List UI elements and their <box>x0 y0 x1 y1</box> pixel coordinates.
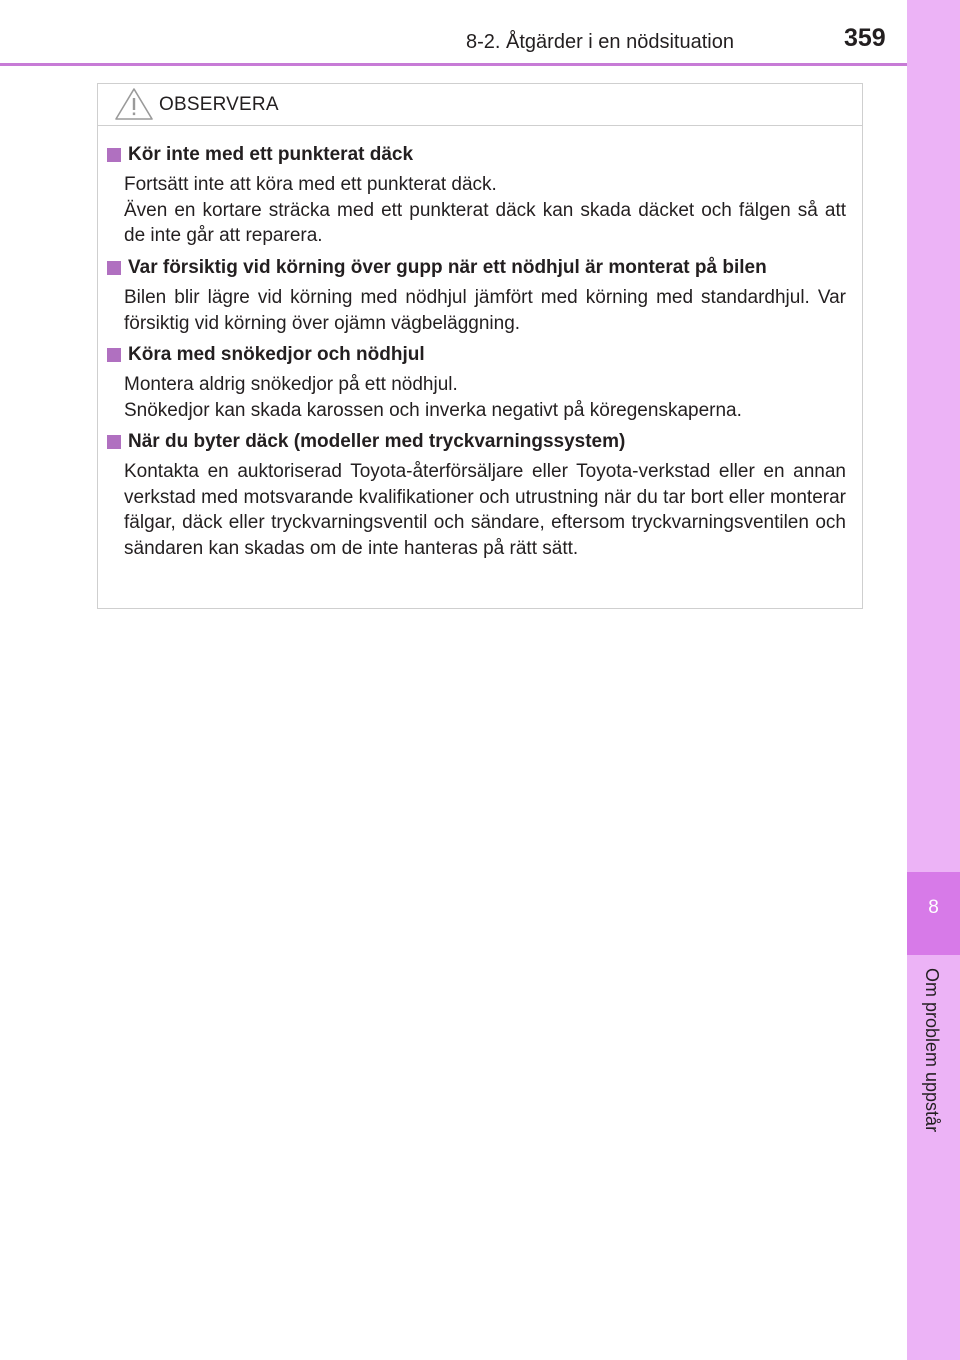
caution-section <box>98 255 864 336</box>
section-heading-text: Köra med snökedjor och nödhjul <box>128 344 425 365</box>
section-paragraph: Fortsätt inte att köra med ett punkterat däck. <box>124 174 497 195</box>
caution-box <box>97 83 863 609</box>
section-body <box>124 459 846 561</box>
bullet-square-icon <box>107 148 121 162</box>
section-heading <box>98 142 864 168</box>
section-paragraph: Även en kortare sträcka med ett punkterat däck kan skada däcket och fälgen så att de inte går att reparera. <box>124 199 846 246</box>
section-heading <box>98 429 864 455</box>
caution-header <box>98 84 862 126</box>
bullet-square-icon <box>107 348 121 362</box>
section-paragraph: Montera aldrig snökedjor på ett nödhjul. <box>124 374 458 395</box>
header-divider <box>0 63 960 66</box>
section-body <box>124 285 846 336</box>
section-heading-text: Var försiktig vid körning över gupp när ett nödhjul är monterat på bilen <box>128 257 767 278</box>
section-title: 8-2. Åtgärder i en nödsituation <box>466 31 734 53</box>
section-heading-text: När du byter däck (modeller med tryckvarningssystem) <box>128 431 626 452</box>
section-body <box>124 172 846 249</box>
bullet-square-icon <box>107 261 121 275</box>
caution-section <box>98 342 864 423</box>
section-paragraph: Bilen blir lägre vid körning med nödhjul jämfört med körning med standardhjul. Var försiktig vid körning över ojämn vägbeläggning. <box>124 287 846 334</box>
warning-triangle-icon <box>114 87 154 121</box>
caution-section <box>98 429 864 561</box>
section-paragraph: Snökedjor kan skada karossen och inverka negativt på köregenskaperna. <box>124 399 742 421</box>
chapter-label: Om problem uppstår <box>922 968 942 1133</box>
chapter-side-tab <box>907 0 960 1360</box>
page-number: 359 <box>844 24 886 52</box>
caution-label: OBSERVERA <box>159 94 279 115</box>
chapter-number: 8 <box>928 897 939 918</box>
section-heading <box>98 255 864 281</box>
section-heading <box>98 342 864 368</box>
section-body <box>124 372 846 423</box>
caution-section <box>98 142 864 249</box>
bullet-square-icon <box>107 435 121 449</box>
section-heading-text: Kör inte med ett punkterat däck <box>128 144 414 165</box>
section-paragraph: Kontakta en auktoriserad Toyota-återförsäljare eller Toyota-verkstad eller en annan verkstad med motsvarande kvalifikationer och utrustning när du tar bort eller monterar fälgar, däck eller tryckvarningsventil och sändare, eftersom tryckvarningsventilen och sändaren kan skadas om de inte hanteras på rätt sätt. <box>124 461 846 559</box>
